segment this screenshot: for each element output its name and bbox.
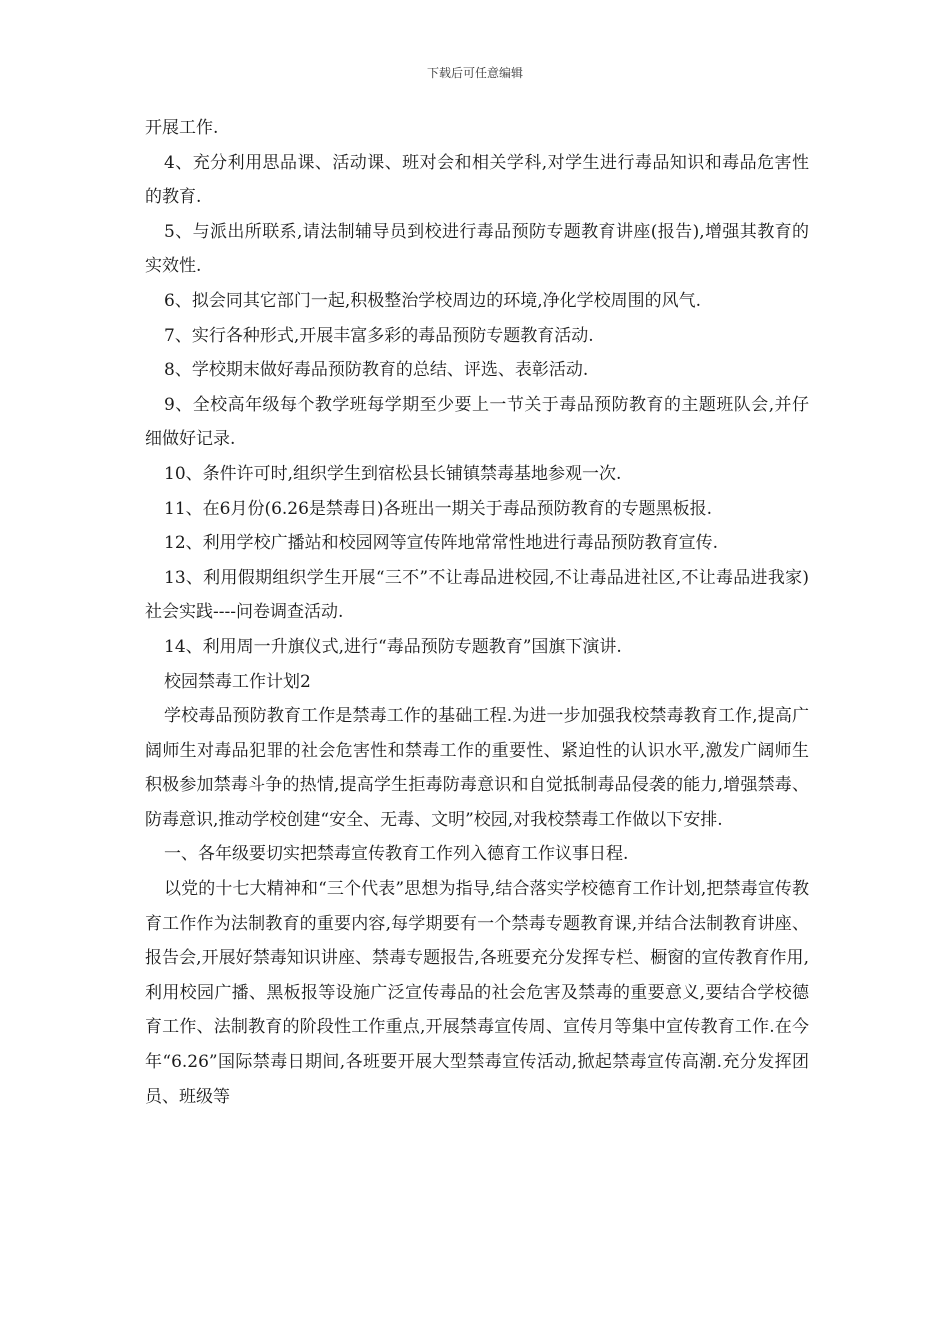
paragraph: 9、全校高年级每个教学班每学期至少要上一节关于毒品预防教育的主题班队会,并仔细做好记录.	[145, 394, 809, 450]
paragraph: 10、条件许可时,组织学生到宿松县长铺镇禁毒基地参观一次.	[164, 463, 622, 484]
paragraph: 一、各年级要切实把禁毒宣传教育工作列入德育工作议事日程.	[164, 844, 629, 865]
page-header: 下载后可任意编辑	[426, 66, 523, 80]
paragraph: 12、利用学校广播站和校园网等宣传阵地常常性地进行毒品预防教育宣传.	[164, 533, 719, 554]
paragraph: 8、学校期末做好毒品预防教育的总结、评选、表彰活动.	[164, 360, 589, 381]
paragraph: 7、实行各种形式,开展丰富多彩的毒品预防专题教育活动.	[164, 325, 594, 346]
document-body	[145, 111, 809, 1114]
paragraph: 13、利用假期组织学生开展“三不”不让毒品进校园,不让毒品进社区,不让毒品进我家)社会实践----问卷调查活动.	[145, 567, 809, 623]
paragraph: 开展工作.	[145, 118, 219, 138]
paragraph: 14、利用周一升旗仪式,进行“毒品预防专题教育”国旗下演讲.	[164, 636, 622, 657]
paragraph: 6、拟会同其它部门一起,积极整治学校周边的环境,净化学校周围的风气.	[164, 290, 702, 311]
section-heading: 校园禁毒工作计划2	[164, 671, 311, 692]
paragraph: 11、在6月份(6.26是禁毒日)各班出一期关于毒品预防教育的专题黑板报.	[164, 498, 712, 519]
paragraph: 学校毒品预防教育工作是禁毒工作的基础工程.为进一步加强我校禁毒教育工作,提高广阔师生对毒品犯罪的社会危害性和禁毒工作的重要性、紧迫性的认识水平,激发广阔师生积极参加禁毒斗争的热情,提高学生拒毒防毒意识和自觉抵制毒品侵袭的能力,增强禁毒、防毒意识,推动学校创建“安全、无毒、文明”校园,对我校禁毒工作做以下安排.	[145, 706, 809, 830]
paragraph: 4、充分利用思品课、活动课、班对会和相关学科,对学生进行毒品知识和毒品危害性的教育.	[145, 152, 809, 208]
paragraph: 5、与派出所联系,请法制辅导员到校进行毒品预防专题教育讲座(报告),增强其教育的实效性.	[145, 221, 809, 277]
paragraph: 以党的十七大精神和“三个代表”思想为指导,结合落实学校德育工作计划,把禁毒宣传教育工作作为法制教育的重要内容,每学期要有一个禁毒专题教育课,并结合法制教育讲座、报告会,开展好禁毒知识讲座、禁毒专题报告,各班要充分发挥专栏、橱窗的宣传教育作用,利用校园广播、黑板报等设施广泛宣传毒品的社会危害及禁毒的重要意义,要结合学校德育工作、法制教育的阶段性工作重点,开展禁毒宣传周、宣传月等集中宣传教育工作.在今年“6.26”国际禁毒日期间,各班要开展大型禁毒宣传活动,掀起禁毒宣传高潮.充分发挥团员、班级等	[145, 879, 809, 1107]
